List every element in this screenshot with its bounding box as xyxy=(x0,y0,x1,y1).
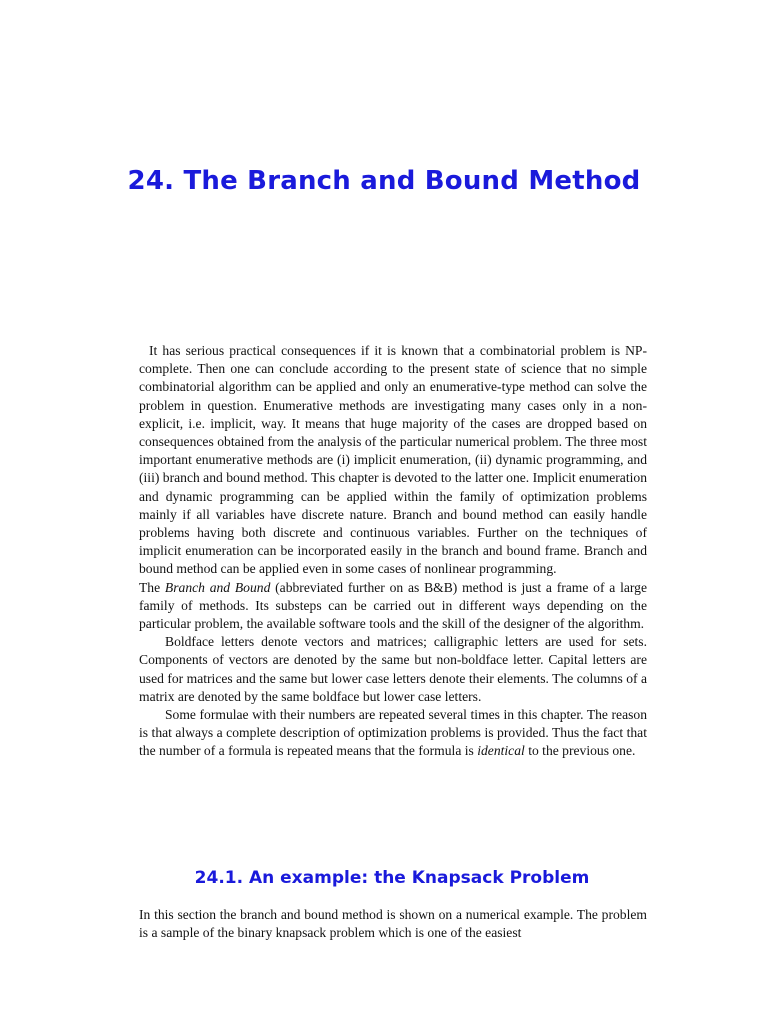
chapter-title: 24. The Branch and Bound Method xyxy=(127,166,641,196)
intro-paragraph-1: It has serious practical consequences if it is known that a combinatorial problem is NP-complete. Then one can conclude according to the present state of science that no simple combinatorial algorithm can be applied and only an enumerative-type method can solve the problem in question. Enumerative methods are investigating many cases only in a non-explicit, i.e. implicit, way. It means that huge majority of the cases are dropped based on consequences obtained from the analysis of the particular numerical problem. The three most important enumerative methods are (i) implicit enumeration, (ii) dynamic programming, and (iii) branch and bound method. This chapter is devoted to the latter one. Implicit enumeration and dynamic programming can be applied within the family of optimization problems mainly if all variables have discrete nature. Branch and bound method can easily handle problems having both discrete and continuous variables. Further on the techniques of implicit enumeration can be incorporated easily in the branch and bound frame. Branch and bound method can be applied even in some cases of nonlinear programming. xyxy=(139,343,647,577)
intro-paragraph-3: Boldface letters denote vectors and matrices; calligraphic letters are used for sets. Components of vectors are denoted by the same but non-boldface letter. Capital letters are used for matrices and the same but lower case letters denote their elements. The columns of a matrix are denoted by the same boldface but lower case letters. xyxy=(139,634,647,704)
intro-paragraph-2 xyxy=(139,579,647,634)
intro-p4-rest: to the previous one. xyxy=(524,743,636,759)
intro-p4-term: identical xyxy=(477,743,525,759)
intro-paragraph-4 xyxy=(139,706,647,761)
intro-p2-lead: The xyxy=(139,579,165,595)
chapter-intro xyxy=(139,342,647,761)
section-paragraph-1: In this section the branch and bound method is shown on a numerical example. The problem is a sample of the binary knapsack problem which is one of the easiest xyxy=(139,907,647,941)
intro-p2-rest: (abbreviated further on as B&B) method is just a frame of a large family of methods. Its substeps can be carried out in different ways depending on the particular problem, the available software tools and the skill of the designer of the algorithm. xyxy=(139,579,647,632)
intro-p4-lead: Some formulae with their numbers are repeated several times in this chapter. The reason is that always a complete description of optimization problems is provided. Thus the fact that the number of a formula is repeated means that the formula is xyxy=(139,707,647,759)
section-title: 24.1. An example: the Knapsack Problem xyxy=(194,868,590,888)
intro-p2-term: Branch and Bound xyxy=(164,579,271,595)
